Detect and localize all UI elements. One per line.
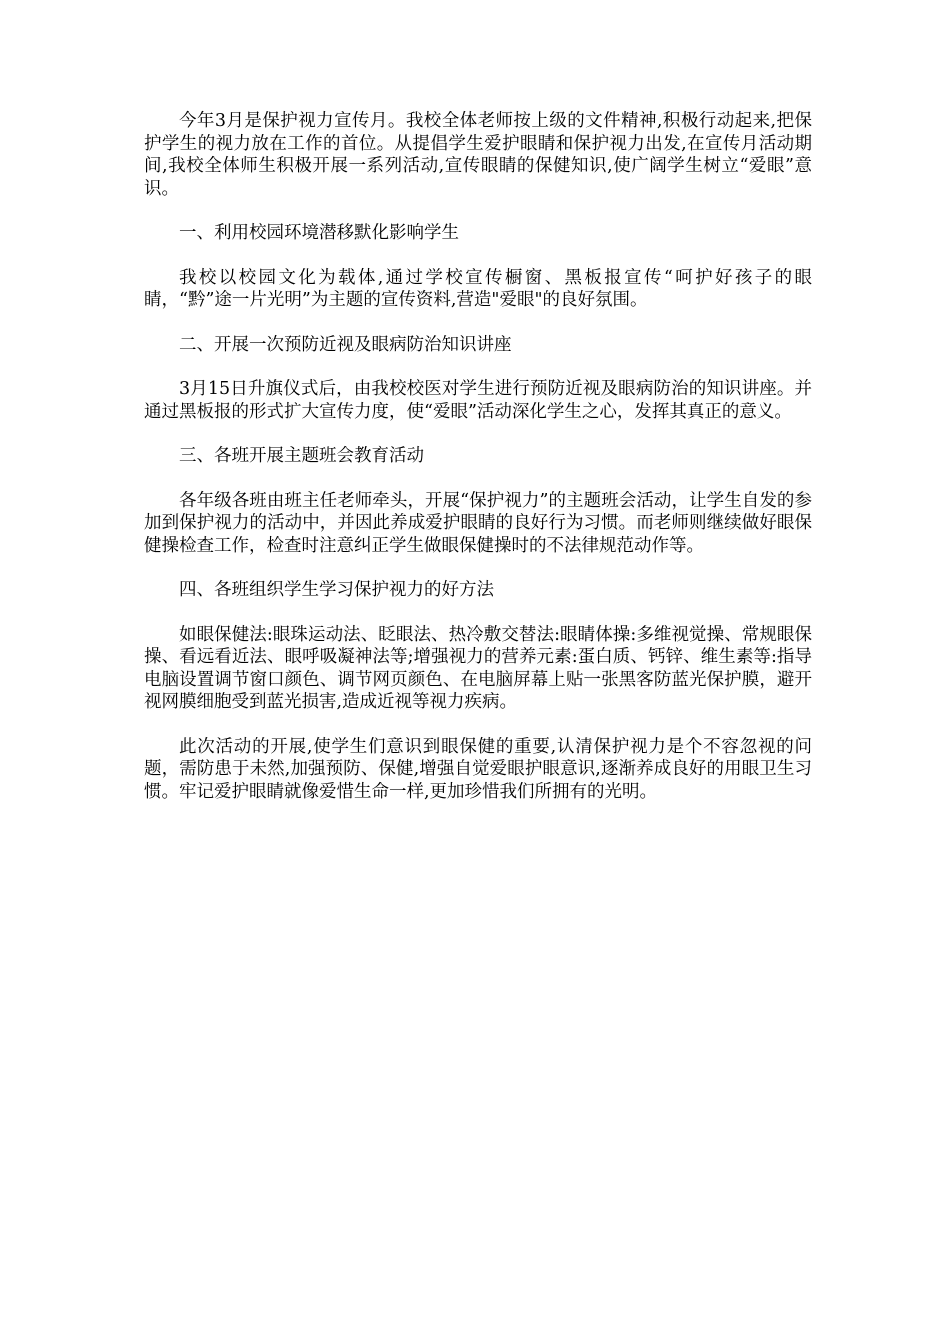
section-heading-4: 四、各班组织学生学习保护视力的好方法 <box>179 580 494 600</box>
conclusion-paragraph: 此次活动的开展,使学生们意识到眼保健的重要,认清保护视力是个不容忽视的问题，需防患于未然,加强预防、保健,增强自觉爱眼护眼意识,逐渐养成良好的用眼卫生习惯。牢记爱护眼睛就像爱惜生命一样,更加珍惜我们所拥有的光明。 <box>144 736 812 802</box>
section-1-paragraph: 我校以校园文化为载体,通过学校宣传橱窗、黑板报宣传“呵护好孩子的眼睛，“黔”途一片光明”为主题的宣传资料,营造"爱眼"的良好氛围。 <box>144 267 812 310</box>
section-heading-2: 二、开展一次预防近视及眼病防治知识讲座 <box>179 334 512 355</box>
section-heading-3: 三、各班开展主题班会教育活动 <box>179 446 424 466</box>
section-heading-1: 一、利用校园环境潜移默化影响学生 <box>179 223 459 243</box>
section-4-paragraph: 如眼保健法:眼珠运动法、眨眼法、热冷敷交替法:眼睛体操:多维视觉操、常规眼保操、看远看近法、眼呼吸凝神法等;增强视力的营养元素:蛋白质、钙锌、维生素等:指导电脑设置调节窗口颜色、调节网页颜色、在电脑屏幕上贴一张黑客防蓝光保护膜，避开视网膜细胞受到蓝光损害,造成近视等视力疾病。 <box>144 624 812 712</box>
section-3-paragraph: 各年级各班由班主任老师牵头，开展“保护视力”的主题班会活动，让学生自发的参加到保护视力的活动中，并因此养成爱护眼睛的良好行为习惯。而老师则继续做好眼保健操检查工作，检查时注意纠正学生做眼保健操时的不法律规范动作等。 <box>144 490 812 556</box>
intro-paragraph: 今年3月是保护视力宣传月。我校全体老师按上级的文件精神,积极行动起来,把保护学生的视力放在工作的首位。从提倡学生爱护眼睛和保护视力出发,在宣传月活动期间,我校全体师生积极开展一系列活动,宣传眼睛的保健知识,使广阔学生树立“爱眼”意识。 <box>144 111 812 199</box>
document-body <box>144 110 812 825</box>
section-2-paragraph: 3月15日升旗仪式后，由我校校医对学生进行预防近视及眼病防治的知识讲座。并通过黑板报的形式扩大宣传力度，使“爱眼”活动深化学生之心，发挥其真正的意义。 <box>144 379 812 422</box>
